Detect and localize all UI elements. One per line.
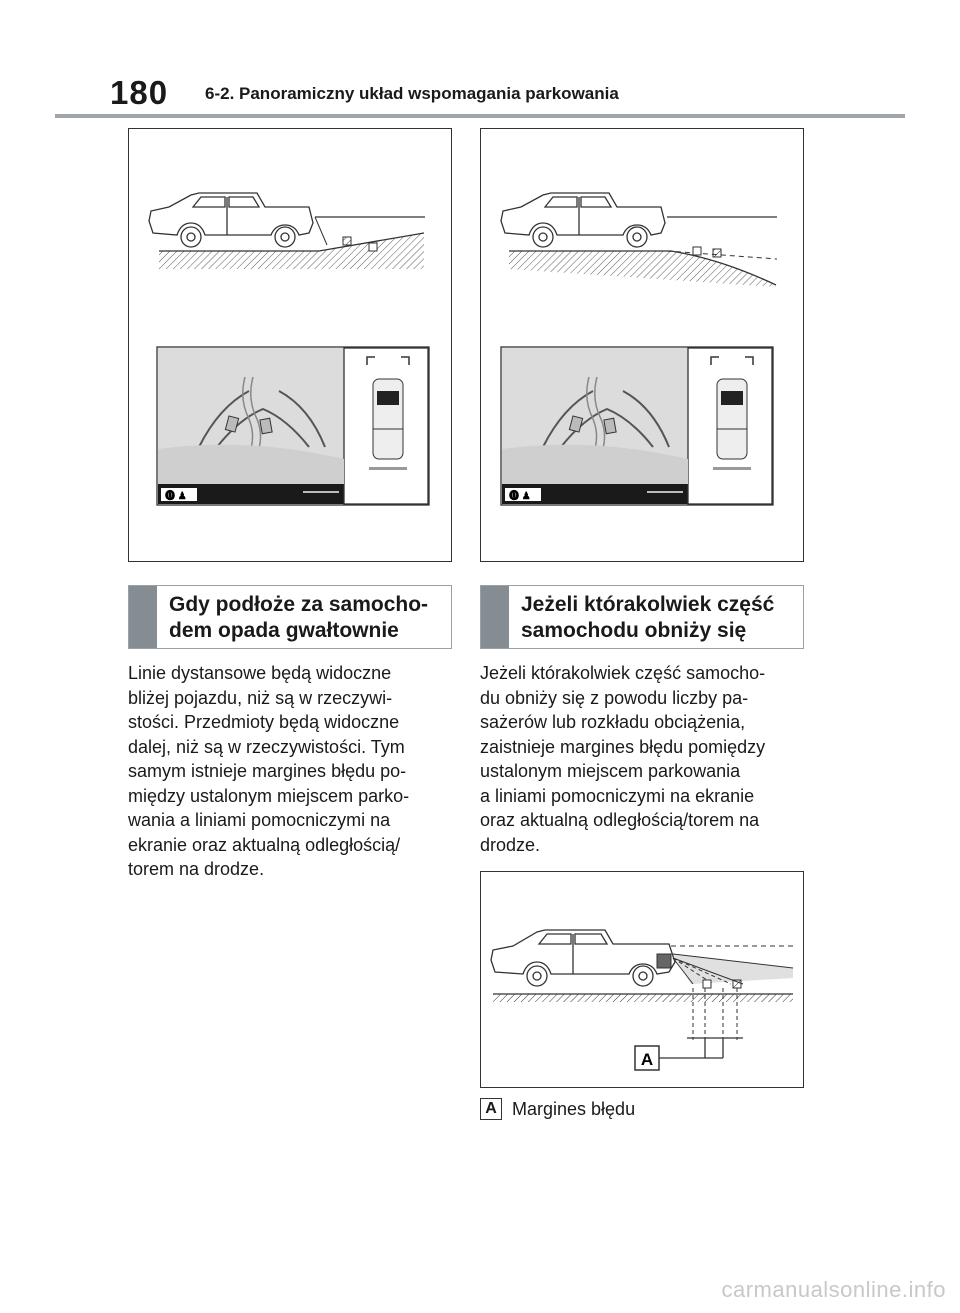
heading-vehicle-lowered bbox=[480, 585, 804, 649]
svg-text:⓿ ♟: ⓿ ♟ bbox=[165, 491, 187, 502]
pickup-truck-icon bbox=[501, 193, 665, 247]
heading-bar bbox=[129, 586, 157, 648]
camera-screen bbox=[501, 347, 773, 505]
callout-a-label: A bbox=[640, 1050, 654, 1069]
figure-margin-of-error bbox=[480, 871, 804, 1088]
pickup-truck-icon bbox=[491, 930, 675, 986]
legend-key: A bbox=[480, 1098, 502, 1120]
illustration-margin-of-error bbox=[481, 872, 805, 1089]
legend-text: Margines błędu bbox=[512, 1099, 636, 1119]
page-number: 180 bbox=[110, 74, 169, 111]
heading-text: Jeżeli którakolwiek część samochodu obniży się bbox=[521, 593, 775, 642]
illustration-slope-down bbox=[129, 129, 453, 563]
figure-ground-slopes-down bbox=[128, 128, 452, 562]
heading-ground-slopes-down bbox=[128, 585, 452, 649]
camera-screen bbox=[157, 347, 429, 505]
watermark: carmanualsonline.info bbox=[721, 1277, 946, 1302]
heading-bar bbox=[481, 586, 509, 648]
svg-text:⓿ ♟: ⓿ ♟ bbox=[509, 491, 531, 502]
body-text-right: Jeżeli którakolwiek część samocho- du obniży się z powodu liczby pa- sażerów lub rozkładu obciążenia, zaistnieje margines błędu pomiędzy ustalonym miejscem parkowania a liniami pomocniczymi na ekranie oraz aktualną odległością/torem na drodze. bbox=[480, 663, 766, 855]
illustration-vehicle-lowered bbox=[481, 129, 805, 563]
pickup-truck-icon bbox=[149, 193, 313, 247]
figure-vehicle-lowered bbox=[480, 128, 804, 562]
section-title: 6-2. Panoramiczny układ wspomagania parkowania bbox=[205, 84, 619, 103]
body-text-left: Linie dystansowe będą widoczne bliżej pojazdu, niż są w rzeczywi- stości. Przedmioty będą widoczne dalej, niż są w rzeczywistości. Tym samym istnieje margines błędu po- między ustalonym miejscem parko- wania a liniami pomocniczymi na ekranie oraz aktualną odległością/ torem na drodze. bbox=[128, 663, 410, 879]
heading-text: Gdy podłoże za samocho- dem opada gwałtownie bbox=[169, 593, 429, 642]
header-rule bbox=[55, 114, 905, 118]
